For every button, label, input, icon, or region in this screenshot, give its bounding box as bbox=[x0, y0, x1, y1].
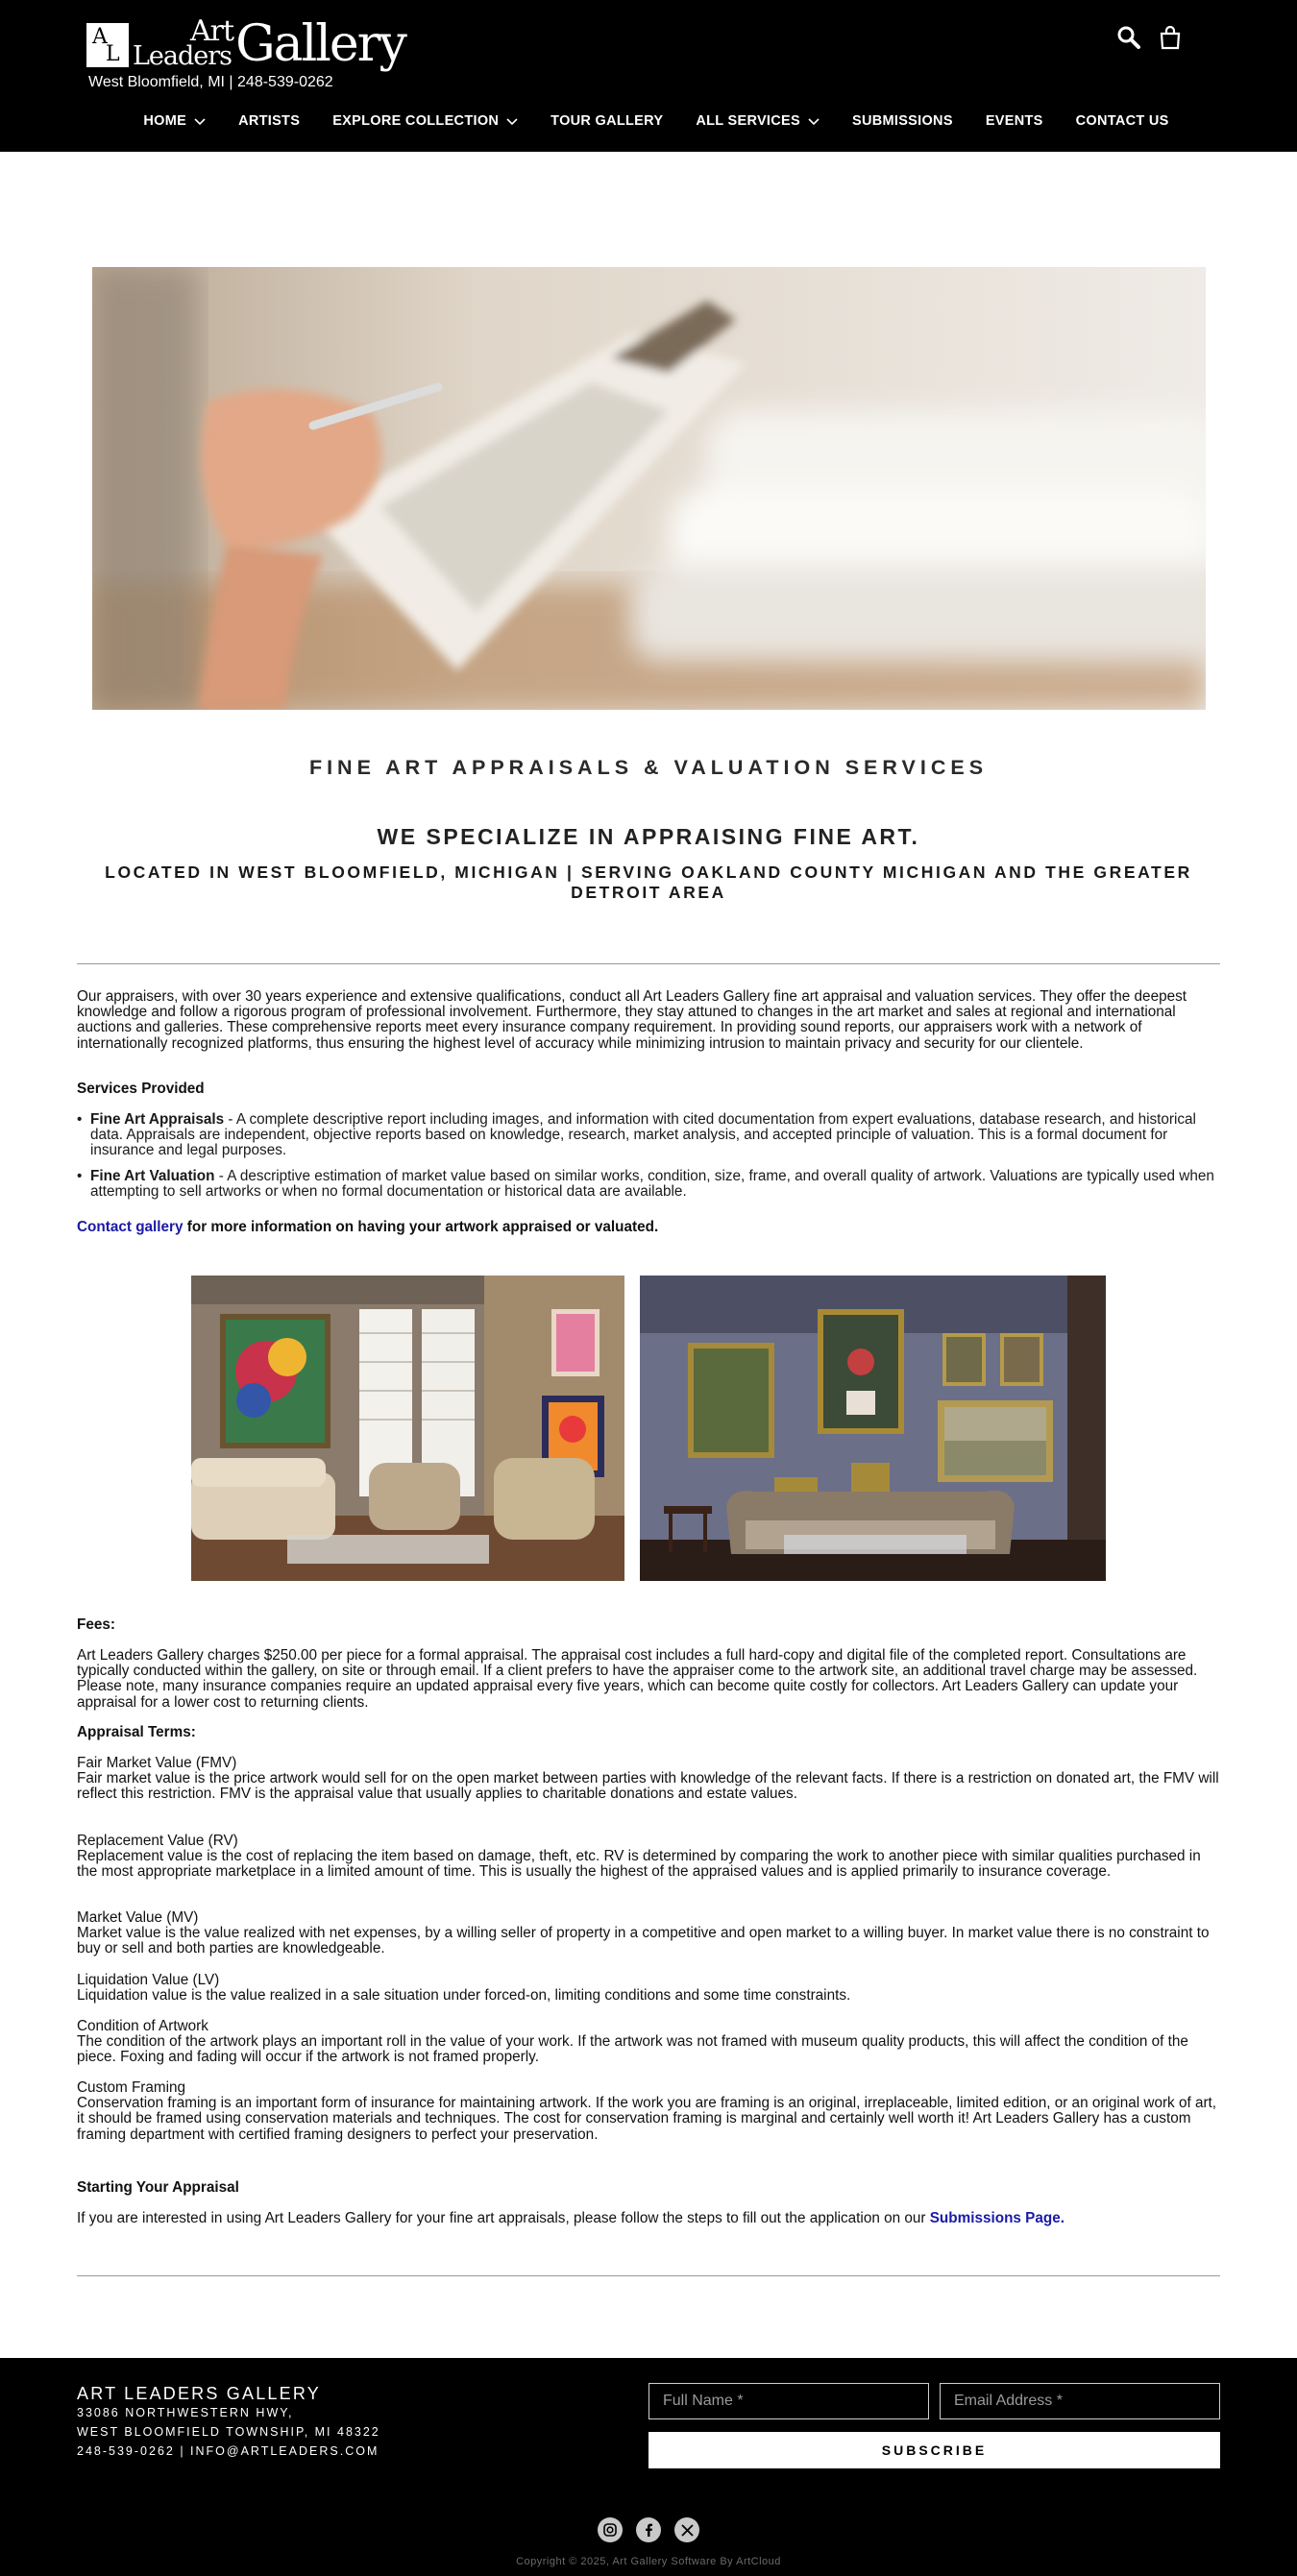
header-actions bbox=[1116, 25, 1182, 54]
term-definition: Fair market value is the price artwork would sell for on the open market between parties with knowledge of the relevant facts. If there is a restriction on donated art, the FMV will reflect this restriction. FMV is the appraisal value that usually applies to charitable donations and estate values. bbox=[77, 1770, 1219, 1803]
nav-label: EVENTS bbox=[985, 113, 1043, 129]
logo-mark-a: A bbox=[92, 25, 108, 49]
nav-label: ARTISTS bbox=[238, 113, 301, 129]
nav-events[interactable] bbox=[986, 113, 1043, 129]
facebook-icon[interactable] bbox=[636, 2517, 661, 2542]
header-tagline: West Bloomfield, MI | 248-539-0262 bbox=[88, 74, 333, 90]
services-heading: Services Provided bbox=[77, 1081, 205, 1097]
term-title: Condition of Artwork bbox=[77, 2018, 208, 2034]
service-item bbox=[77, 1112, 1220, 1159]
contact-gallery-link[interactable]: Contact gallery bbox=[77, 1219, 184, 1235]
nav-home[interactable] bbox=[143, 113, 206, 129]
location-heading: LOCATED IN WEST BLOOMFIELD, MICHIGAN | SERVING OAKLAND COUNTY MICHIGAN AND THE GREATER DETROIT AREA bbox=[105, 863, 1192, 902]
nav-label: ALL SERVICES bbox=[696, 113, 800, 129]
main-nav bbox=[0, 113, 1297, 129]
service-name: Fine Art Valuation bbox=[90, 1167, 215, 1184]
nav-contact-us[interactable] bbox=[1076, 113, 1169, 129]
footer-contact-line[interactable]: 248-539-0262 | INFO@ARTLEADERS.COM bbox=[77, 2444, 379, 2458]
term-custom-framing bbox=[77, 2080, 1220, 2143]
footer-address-line-2: WEST BLOOMFIELD TOWNSHIP, MI 48322 bbox=[77, 2425, 380, 2439]
email-input[interactable] bbox=[940, 2383, 1220, 2419]
term-title: Liquidation Value (LV) bbox=[77, 1972, 220, 1988]
logo-word-leaders: Leaders bbox=[133, 41, 232, 71]
copyright: Copyright © 2025, Art Gallery Software By ArtCloud bbox=[516, 2556, 781, 2567]
term-lv bbox=[77, 1973, 1220, 2004]
nav-label: HOME bbox=[143, 113, 187, 129]
start-text: If you are interested in using Art Leaders Gallery for your fine art appraisals, please follow the steps to fill out the application on our bbox=[77, 2210, 930, 2226]
term-definition: Replacement value is the cost of replacing the item based on damage, theft, etc. RV is determined by comparing the work to another piece with similar qualities purchased in the most appropriate marketplace in a limited amount of time. This is usually the highest of the appraised values and is applied primarily to insurance coverage. bbox=[77, 1848, 1201, 1881]
logo-mark-l: L bbox=[106, 42, 120, 66]
page-title: FINE ART APPRAISALS & VALUATION SERVICES bbox=[308, 756, 989, 779]
nav-submissions[interactable] bbox=[852, 113, 953, 129]
nav-artists[interactable] bbox=[238, 113, 300, 129]
intro-paragraph: Our appraisers, with over 30 years experience and extensive qualifications, conduct all Art Leaders Gallery fine art appraisal and valuation services. They offer the deepest knowledge and follow a rigorous program of professional involvement. Furthermore, they stay attuned to changes in the art market and sales at regional and international auctions and galleries. These comprehensive reports meet every insurance company requirement. In providing sound reports, our appraisers work with a network of internationally recognized platforms, thus ensuring the highest level of accuracy while minimizing intrusion to maintain privacy and security for our clientele. bbox=[77, 988, 1187, 1052]
service-desc: - A descriptive estimation of market value based on similar works, condition, size, frame, and overall quality of artwork. Valuations are typically used when attempting to sell artworks or when no formal documentation or historical data are available. bbox=[90, 1167, 1214, 1200]
term-rv bbox=[77, 1834, 1220, 1881]
service-name: Fine Art Appraisals bbox=[90, 1111, 225, 1128]
nav-label: SUBMISSIONS bbox=[851, 113, 953, 129]
instagram-icon[interactable] bbox=[598, 2517, 623, 2542]
site-footer bbox=[0, 2358, 1297, 2576]
start-paragraph bbox=[77, 2211, 1220, 2226]
nav-label: CONTACT US bbox=[1075, 113, 1169, 129]
social-links bbox=[0, 2517, 1297, 2542]
x-icon[interactable] bbox=[674, 2517, 699, 2542]
logo-wordmark bbox=[133, 14, 234, 71]
submissions-page-link[interactable]: Submissions Page. bbox=[929, 2210, 1065, 2226]
term-title: Custom Framing bbox=[77, 2079, 186, 2096]
term-definition: The condition of the artwork plays an important roll in the value of your work. If the artwork was not framed with museum quality products, this will affect the condition of the piece. Foxing and fading will occur if the artwork is not framed properly. bbox=[77, 2033, 1188, 2066]
term-definition: Conservation framing is an important form of insurance for maintaining artwork. If the work you are framing is an original, irreplaceable, limited edition, or an original work of art, it should be framed using conservation materials and techniques. The cost for conservation framing is marginal and certainly well worth it! Art Leaders Gallery has a custom framing department with certified framing designers to perfect your preservation. bbox=[77, 2095, 1217, 2143]
chevron-down-icon bbox=[506, 118, 518, 126]
nav-all-services[interactable] bbox=[696, 113, 820, 129]
nav-label: EXPLORE COLLECTION bbox=[332, 113, 500, 129]
logo-mark bbox=[86, 23, 129, 67]
term-title: Market Value (MV) bbox=[77, 1909, 199, 1926]
start-heading: Starting Your Appraisal bbox=[77, 2179, 239, 2196]
nav-tour-gallery[interactable] bbox=[551, 113, 663, 129]
bag-icon[interactable] bbox=[1159, 25, 1182, 54]
contact-line-text: for more information on having your artwork appraised or valuated. bbox=[183, 1219, 659, 1235]
service-desc: - A complete descriptive report including images, and information with cited documentation from expert evaluations, database research, and historical data. Appraisals are independent, objective reports based on knowledge, research, market analysis, and accepted principle of valuation. This is a formal document for insurance and legal purposes. bbox=[90, 1111, 1196, 1159]
contact-line bbox=[77, 1220, 1220, 1235]
footer-gallery-name: ART LEADERS GALLERY bbox=[77, 2384, 321, 2403]
site-header bbox=[0, 0, 1297, 152]
term-title: Fair Market Value (FMV) bbox=[77, 1755, 237, 1771]
terms-heading: Appraisal Terms: bbox=[77, 1724, 196, 1740]
page-subtitle: WE SPECIALIZE IN APPRAISING FINE ART. bbox=[377, 824, 920, 849]
nav-label: TOUR GALLERY bbox=[551, 113, 664, 129]
divider bbox=[77, 963, 1220, 964]
gallery-photo-salon-wall bbox=[640, 1276, 1106, 1581]
term-title: Replacement Value (RV) bbox=[77, 1833, 238, 1849]
full-name-input[interactable] bbox=[648, 2383, 929, 2419]
divider bbox=[77, 2275, 1220, 2276]
service-item bbox=[77, 1169, 1220, 1200]
logo-word-art: Art bbox=[190, 14, 234, 48]
logo[interactable] bbox=[86, 14, 405, 73]
term-fmv bbox=[77, 1756, 1220, 1803]
term-definition: Liquidation value is the value realized in a sale situation under forced-on, limiting conditions and some time constraints. bbox=[77, 1987, 851, 2005]
subscribe-button[interactable]: SUBSCRIBE bbox=[648, 2432, 1220, 2468]
term-condition bbox=[77, 2019, 1220, 2066]
fees-paragraph: Art Leaders Gallery charges $250.00 per piece for a formal appraisal. The appraisal cost includes a full hard-copy and digital file of the completed report. Consultations are typically conducted within the gallery, on site or through email. If a client prefers to have the appraiser come to the artwork site, an additional travel charge may be assessed. Please note, many insurance companies require an updated appraisal every five years, which can become quite costly for collectors. Art Leaders Gallery can update your appraisal for a lower cost to returning clients. bbox=[77, 1647, 1198, 1711]
chevron-down-icon bbox=[808, 118, 820, 126]
term-mv bbox=[77, 1910, 1220, 1957]
hero-image-clipboard bbox=[92, 267, 1206, 710]
services-list bbox=[77, 1112, 1220, 1200]
gallery-photo-living-room bbox=[191, 1276, 624, 1581]
search-icon[interactable] bbox=[1116, 25, 1141, 54]
footer-address-line-1: 33086 NORTHWESTERN HWY, bbox=[77, 2406, 294, 2419]
nav-explore-collection[interactable] bbox=[332, 113, 518, 129]
fees-heading: Fees: bbox=[77, 1616, 115, 1633]
term-definition: Market value is the value realized with net expenses, by a willing seller of property in a competitive and open market to a willing buyer. In market value there is no constraint to buy or sell and both parties are knowledgeable. bbox=[77, 1925, 1210, 1957]
logo-word-gallery: Gallery bbox=[235, 15, 405, 73]
chevron-down-icon bbox=[194, 118, 206, 126]
